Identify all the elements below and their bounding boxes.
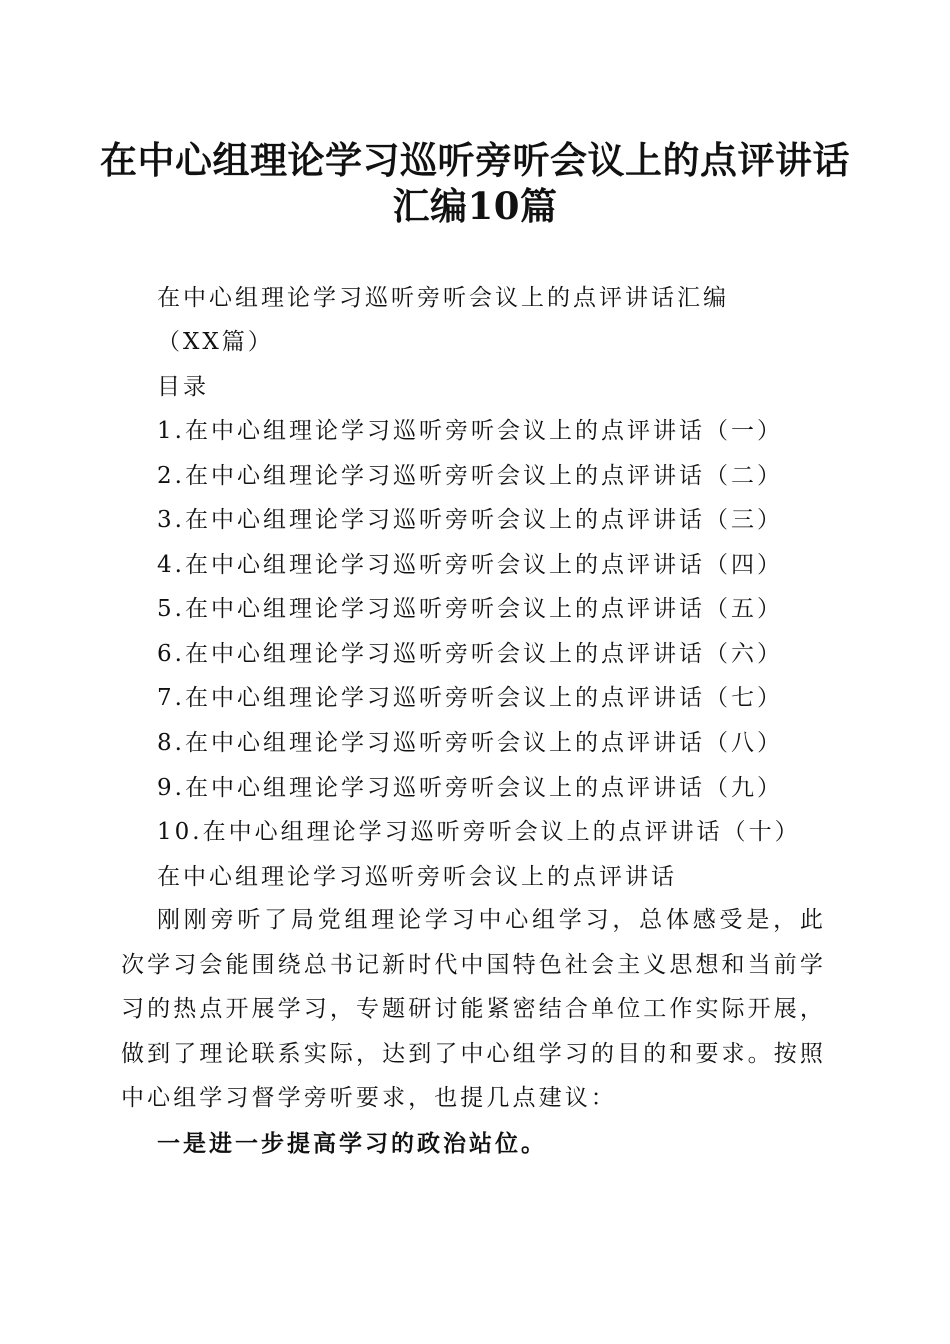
toc-item: 9.在中心组理论学习巡听旁听会议上的点评讲话（九） (157, 775, 783, 801)
toc-item: 4.在中心组理论学习巡听旁听会议上的点评讲话（四） (157, 552, 783, 578)
toc-item: 5.在中心组理论学习巡听旁听会议上的点评讲话（五） (157, 596, 783, 622)
intro-line-1: 在中心组理论学习巡听旁听会议上的点评讲话汇编 (157, 285, 729, 311)
toc-item: 8.在中心组理论学习巡听旁听会议上的点评讲话（八） (157, 730, 783, 756)
toc-item: 10.在中心组理论学习巡听旁听会议上的点评讲话（十） (157, 819, 801, 845)
body-paragraph: 刚刚旁听了局党组理论学习中心组学习，总体感受是，此次学习会能围绕总书记新时代中国特色社会主义思想和当前学习的热点开展学习，专题研讨能紧密结合单位工作实际开展，做到了理论联系实际，达到了中心组学习的目的和要求。按照中心组学习督学旁听要求，也提几点建议： (121, 907, 826, 1112)
toc-item: 1.在中心组理论学习巡听旁听会议上的点评讲话（一） (157, 418, 783, 444)
toc-item: 7.在中心组理论学习巡听旁听会议上的点评讲话（七） (157, 685, 783, 711)
point-one: 一是进一步提高学习的政治站位。 (157, 1130, 547, 1157)
toc-item: 3.在中心组理论学习巡听旁听会议上的点评讲话（三） (157, 507, 783, 533)
toc-item: 6.在中心组理论学习巡听旁听会议上的点评讲话（六） (157, 641, 783, 667)
toc-heading: 目录 (157, 374, 209, 400)
intro-line-2: （XX篇） (157, 329, 274, 355)
toc-item: 2.在中心组理论学习巡听旁听会议上的点评讲话（二） (157, 463, 783, 489)
section-heading: 在中心组理论学习巡听旁听会议上的点评讲话 (157, 864, 677, 890)
document-title-line-2: 汇编10篇 (392, 184, 558, 228)
document-title-line-1: 在中心组理论学习巡听旁听会议上的点评讲话 (100, 138, 850, 182)
